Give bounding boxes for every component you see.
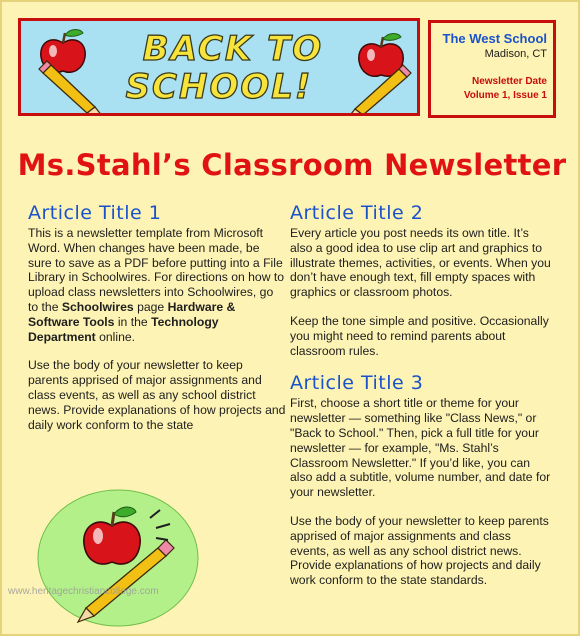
article-1-online: online. (99, 329, 136, 344)
page-title: Ms.Stahl’s Classroom Newsletter (17, 148, 567, 182)
article-2-paragraph-2: Keep the tone simple and positive. Occasionally you might need to remind parents about classroom rules. (290, 313, 549, 358)
article-1-paragraph-2: Use the body of your newsletter to keep parents apprised of major assignments and class events, as well as any school district news. Provide explanations of how projects and daily work conform to the state (28, 358, 286, 432)
watermark: www.heritagechristiancollege.com (8, 586, 159, 597)
newsletter-date: Newsletter Date (471, 76, 547, 87)
schoolwires-bold: Schoolwires (61, 299, 134, 314)
hardware-tools-bold: Hardware & Software Tools (28, 299, 236, 329)
left-column (28, 202, 286, 446)
article-3-paragraph-1: First, choose a short title or theme for your newsletter — something like "Class News," or "Back to School." Then, pick a full title for your newsletter — for example, "Ms. Stahl’s Classroom Newsletter." If you’d like, you can also add a subtitle, volume number, and date for your newsletter. (290, 396, 551, 500)
school-name: The West School (442, 31, 547, 46)
volume-issue: Volume 1, Issue 1 (463, 90, 547, 101)
school-info-box (428, 20, 556, 118)
technology-department-bold: Technology Department (28, 314, 219, 344)
article-1-paragraph-1 (28, 226, 286, 344)
apple-pencil-clipart (36, 478, 204, 628)
article-1-text: This is a newsletter template from Microsoft Word. When changes have been made, be sure to save as a PDF before putting into a File Library in Schoolwires. For directions on how to upload class newsletters into Schoolwires, go to the (28, 226, 285, 314)
article-1-page-word: page (137, 299, 165, 314)
article-1-in-the: in the (117, 314, 148, 329)
right-column (290, 202, 552, 602)
article-2-paragraph-1: Every article you post needs its own title. It’s also a good idea to use clip art and graphics to illustrate themes, activities, or events. When you don’t have enough text, fill empty spaces with graphics or classroom photos. (290, 226, 551, 300)
article-1-title: Article Title 1 (28, 202, 162, 224)
banner-line-1: BACK TO (142, 29, 324, 69)
banner-line-2: SCHOOL! (125, 67, 313, 107)
article-3-paragraph-2: Use the body of your newsletter to keep parents apprised of major assignments and class events, as well as any school district news. Provide explanations of how projects and daily work conform to the state standards. (290, 513, 549, 588)
school-city: Madison, CT (484, 48, 547, 60)
back-to-school-banner (18, 18, 420, 116)
article-2-title: Article Title 2 (290, 202, 424, 224)
article-3-title: Article Title 3 (290, 372, 424, 395)
